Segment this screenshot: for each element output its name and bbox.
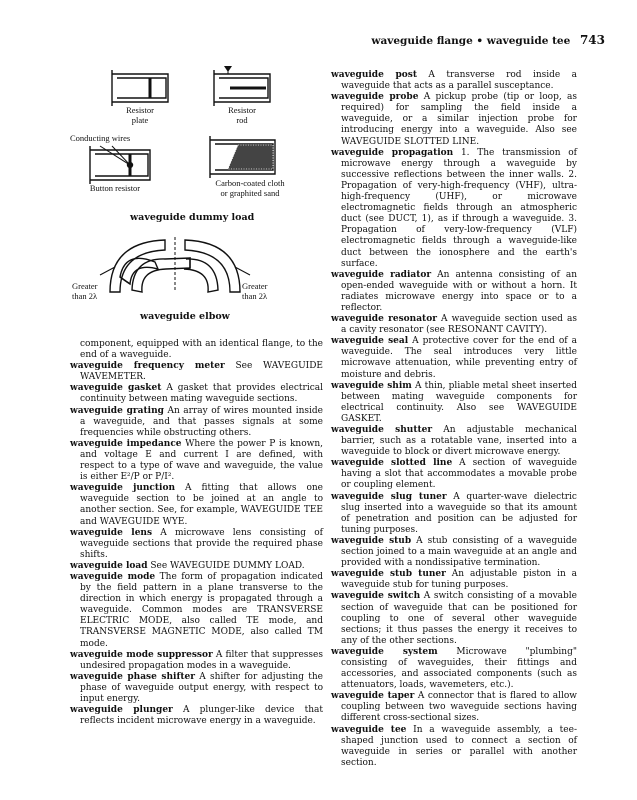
list-item: waveguide stub tuner An adjustable piston in a waveguide stub for tuning purposes. [331,569,577,591]
list-item: waveguide tee In a waveguide assembly, a tee-shaped junction used to connect a section of waveguide in series or parallel with another section. [331,724,577,768]
list-item: waveguide slotted line A section of waveguide having a slot that accommodates a movable probe or coupling element. [331,458,577,491]
label-button-resistor: Button resistor [89,183,141,193]
list-item: waveguide plunger A plunger-like device that reflects incident microwave energy in a waveguide. [70,705,323,727]
list-item: waveguide seal A protective cover for the end of a waveguide. The seal introduces very little microwave attenuation, while preventing entry of moisture and debris. [331,336,577,380]
list-item: waveguide load See WAVEGUIDE DUMMY LOAD. [70,560,305,571]
list-item: waveguide mode The form of propagation indicated by the field pattern in a plane transverse to the direction in which energy is propagated through a waveguide. Common modes are TRANSVERSE ELECTRIC MODE, also called TE mode, and TRANSVERSE MAGNETIC MODE, also called TM mode. [70,571,323,649]
list-item: waveguide system Microwave "plumbing" consisting of waveguides, their fittings and accessories, and associated components (such as attenuators, loads, wavemeters, etc.). [331,646,577,691]
figure-waveguide-loads [70,62,320,332]
label-conducting-wires: Conducting wires [70,133,131,143]
list-item: waveguide gasket A gasket that provides electrical continuity between mating waveguide sections. [70,383,323,405]
label-resistor-rod: Resistor rod [228,105,256,125]
list-item: waveguide radiator An antenna consisting of an open-ended waveguide with or without a horn. It radiates microwave energy into space or to a reflector. [331,269,577,313]
caption-elbow: waveguide elbow [140,311,230,322]
right-column [331,70,577,769]
waveguide-elbow-drawing [100,237,250,292]
caption-dummy-load: waveguide dummy load [130,212,255,223]
label-greater-left: Greater than 2λ [72,281,98,301]
list-item: waveguide lens A microwave lens consisting of waveguide sections that provide the required phase shifts. [70,527,323,560]
list-item: waveguide impedance Where the power P is known, and voltage E and current I are defined, with respect to a type of wave and waveguide, the value is either E²/P or P/I². [70,438,323,483]
list-item: waveguide frequency meter See WAVEGUIDE WAVEMETER. [70,361,323,383]
list-item: waveguide shim A thin, pliable metal sheet inserted between mating waveguide components for electrical continuity. Also see WAVEGUIDE GASKET. [331,380,577,424]
label-carbon-cloth: Carbon-coated cloth or graphited sand [215,178,285,198]
label-greater-right: Greater than 2λ [242,281,268,301]
list-item: waveguide resonator A waveguide section used as a cavity resonator (see RESONANT CAVITY). [331,314,577,336]
resistor-plate-drawing [112,70,168,106]
carbon-cloth-drawing [210,136,275,178]
list-item: waveguide junction A fitting that allows one waveguide section to be joined at an angle to another section. See, for example, WAVEGUIDE TEE and WAVEGUIDE WYE. [70,483,323,527]
list-item: waveguide propagation 1. The transmission of microwave energy through a waveguide by successive reflections between the inner walls. 2. Propagation of very-high-frequency (VHF), ultra-high-frequency (UHF), or microwave electromagnetic fields through an atmospheric duct (see DUCT, 1), as if through a waveguide. 3. Propagation of very-low-frequency (VLF) electromagnetic fields through a waveguide-like duct between the ionosphere and the earth's surface. [331,147,577,269]
list-item: waveguide switch A switch consisting of a movable section of waveguide that can be positioned for coupling to one of several other waveguide sections; it thus passes the energy it receives to any of the other sections. [331,591,577,646]
list-item: waveguide grating An array of wires mounted inside a waveguide, and that passes signals at some frequencies while obstructing others. [70,405,323,438]
list-item: waveguide slug tuner A quarter-wave dielectric slug inserted into a waveguide so that its amount of penetration and position can be adjusted for tuning purposes. [331,491,577,535]
left-column [70,339,323,727]
list-item: waveguide taper A connector that is flared to allow coupling between two waveguide sections having different cross-sectional sizes. [331,691,577,724]
list-item: waveguide phase shifter A shifter for adjusting the phase of waveguide output energy, with respect to input energy. [70,671,323,704]
running-header [371,33,605,47]
label-resistor-plate: Resistor plate [126,105,154,125]
resistor-rod-drawing [214,66,270,106]
list-item: component, equipped with an identical flange, to the end of a waveguide. [80,339,323,361]
list-item: waveguide stub A stub consisting of a waveguide section joined to a main waveguide at an angle and provided with a nondissipative termination. [331,535,577,569]
list-item: waveguide post A transverse rod inside a waveguide that acts as a parallel susceptance. [331,70,577,92]
button-resistor-drawing [90,146,150,184]
list-item: waveguide probe A pickup probe (tip or loop, as required) for sampling the field inside a waveguide, or a similar injection probe for introducing energy into a waveguide. Also see WAVEGUIDE SLOTTED LINE. [331,92,577,147]
list-item: waveguide shutter An adjustable mechanical barrier, such as a rotatable vane, inserted into a waveguide to block or divert microwave energy. [331,425,577,458]
list-item: waveguide mode suppressor A filter that suppresses undesired propagation modes in a waveguide. [70,649,323,671]
running-head: waveguide flange • waveguide tee [371,35,571,47]
page-number: 743 [579,33,605,47]
